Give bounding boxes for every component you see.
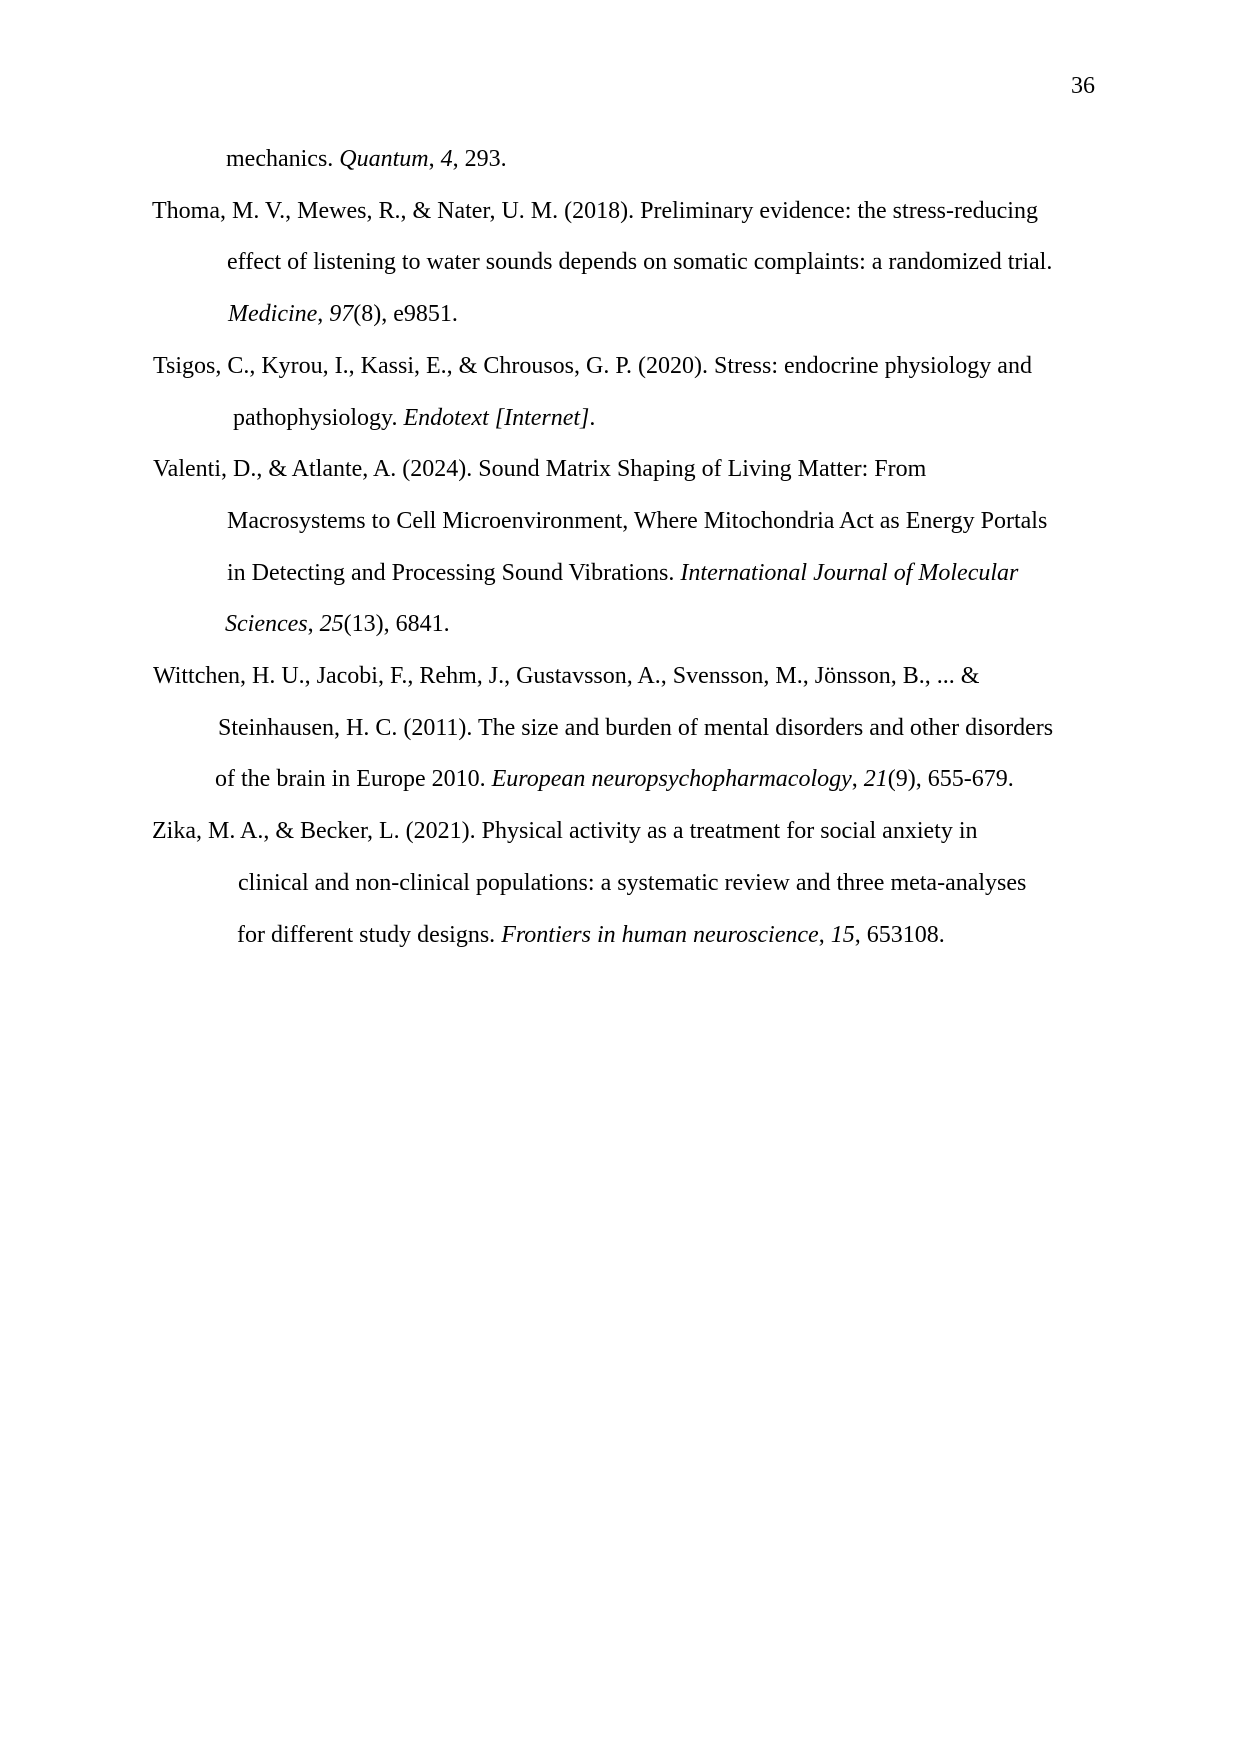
reference-text: , 653108.	[854, 921, 945, 948]
reference-italic-text: 25	[319, 611, 344, 638]
reference-italic-text: 97	[329, 301, 354, 328]
reference-italic-text: 15	[830, 921, 855, 948]
reference-text: clinical and non-clinical populations: a systematic review and three meta-analyses	[238, 869, 1027, 896]
reference-text: Macrosystems to Cell Microenvironment, Where Mitochondria Act as Energy Portals	[227, 507, 1048, 534]
reference-line	[152, 444, 1112, 496]
reference-italic-text: Frontiers in human neuroscience	[501, 921, 819, 948]
reference-line	[152, 703, 1112, 755]
reference-text: mechanics.	[226, 146, 340, 172]
reference-text: for different study designs.	[237, 921, 502, 948]
reference-line	[152, 910, 1112, 962]
reference-entry	[152, 444, 1112, 651]
reference-text: (9), 655-679.	[887, 766, 1014, 793]
reference-entry	[152, 651, 1112, 806]
reference-line	[152, 548, 1112, 600]
reference-line	[152, 806, 1112, 858]
reference-line	[152, 237, 1112, 289]
reference-entry	[152, 186, 1112, 341]
reference-line	[152, 289, 1112, 341]
reference-italic-text: Quantum	[339, 146, 429, 172]
reference-line	[152, 599, 1112, 651]
reference-text: in Detecting and Processing Sound Vibrations.	[227, 559, 681, 586]
reference-line	[152, 341, 1112, 393]
reference-italic-text: 21	[863, 766, 888, 793]
reference-italic-text: Medicine	[228, 301, 318, 328]
reference-text: ,	[851, 766, 864, 793]
reference-text: of the brain in Europe 2010.	[215, 766, 492, 793]
reference-text: Zika, M. A., & Becker, L. (2021). Physical activity as a treatment for social anxiety in	[152, 818, 978, 845]
reference-italic-text: European neuropsychopharmacology	[491, 766, 852, 793]
reference-line	[152, 651, 1112, 703]
reference-text: , 293.	[452, 146, 507, 172]
reference-italic-text: Sciences	[225, 611, 308, 638]
reference-text: Steinhausen, H. C. (2011). The size and burden of mental disorders and other disorders	[218, 714, 1054, 741]
reference-text: (13), 6841.	[343, 611, 450, 638]
reference-italic-text: International Journal of Molecular	[680, 559, 1019, 586]
reference-line	[152, 754, 1112, 806]
reference-line	[152, 858, 1112, 910]
references-list	[152, 134, 1112, 961]
reference-entry	[152, 806, 1112, 961]
reference-entry	[152, 134, 1112, 186]
reference-text: Wittchen, H. U., Jacobi, F., Rehm, J., Gustavsson, A., Svensson, M., Jönsson, B., ... &	[153, 663, 980, 690]
reference-line	[152, 393, 1112, 445]
reference-text: (8), e9851.	[353, 301, 458, 328]
reference-italic-text: Endotext [Internet]	[403, 404, 590, 431]
reference-entry	[152, 341, 1112, 444]
reference-text: ,	[428, 146, 441, 172]
reference-italic-text: 4	[440, 146, 453, 172]
reference-line	[152, 186, 1112, 238]
reference-text: pathophysiology.	[233, 404, 404, 431]
page-number: 36	[1071, 73, 1095, 99]
reference-text: ,	[818, 921, 831, 948]
reference-text: ,	[317, 301, 330, 328]
reference-text: .	[589, 404, 596, 431]
reference-line	[152, 134, 1112, 186]
reference-text: effect of listening to water sounds depends on somatic complaints: a randomized trial.	[227, 249, 1053, 276]
reference-text: Valenti, D., & Atlante, A. (2024). Sound Matrix Shaping of Living Matter: From	[153, 456, 927, 483]
reference-text: Tsigos, C., Kyrou, I., Kassi, E., & Chrousos, G. P. (2020). Stress: endocrine physiology and	[153, 352, 1032, 379]
reference-text: Thoma, M. V., Mewes, R., & Nater, U. M. (2018). Preliminary evidence: the stress-reducing	[152, 197, 1038, 224]
reference-line	[152, 496, 1112, 548]
reference-text: ,	[307, 611, 320, 638]
